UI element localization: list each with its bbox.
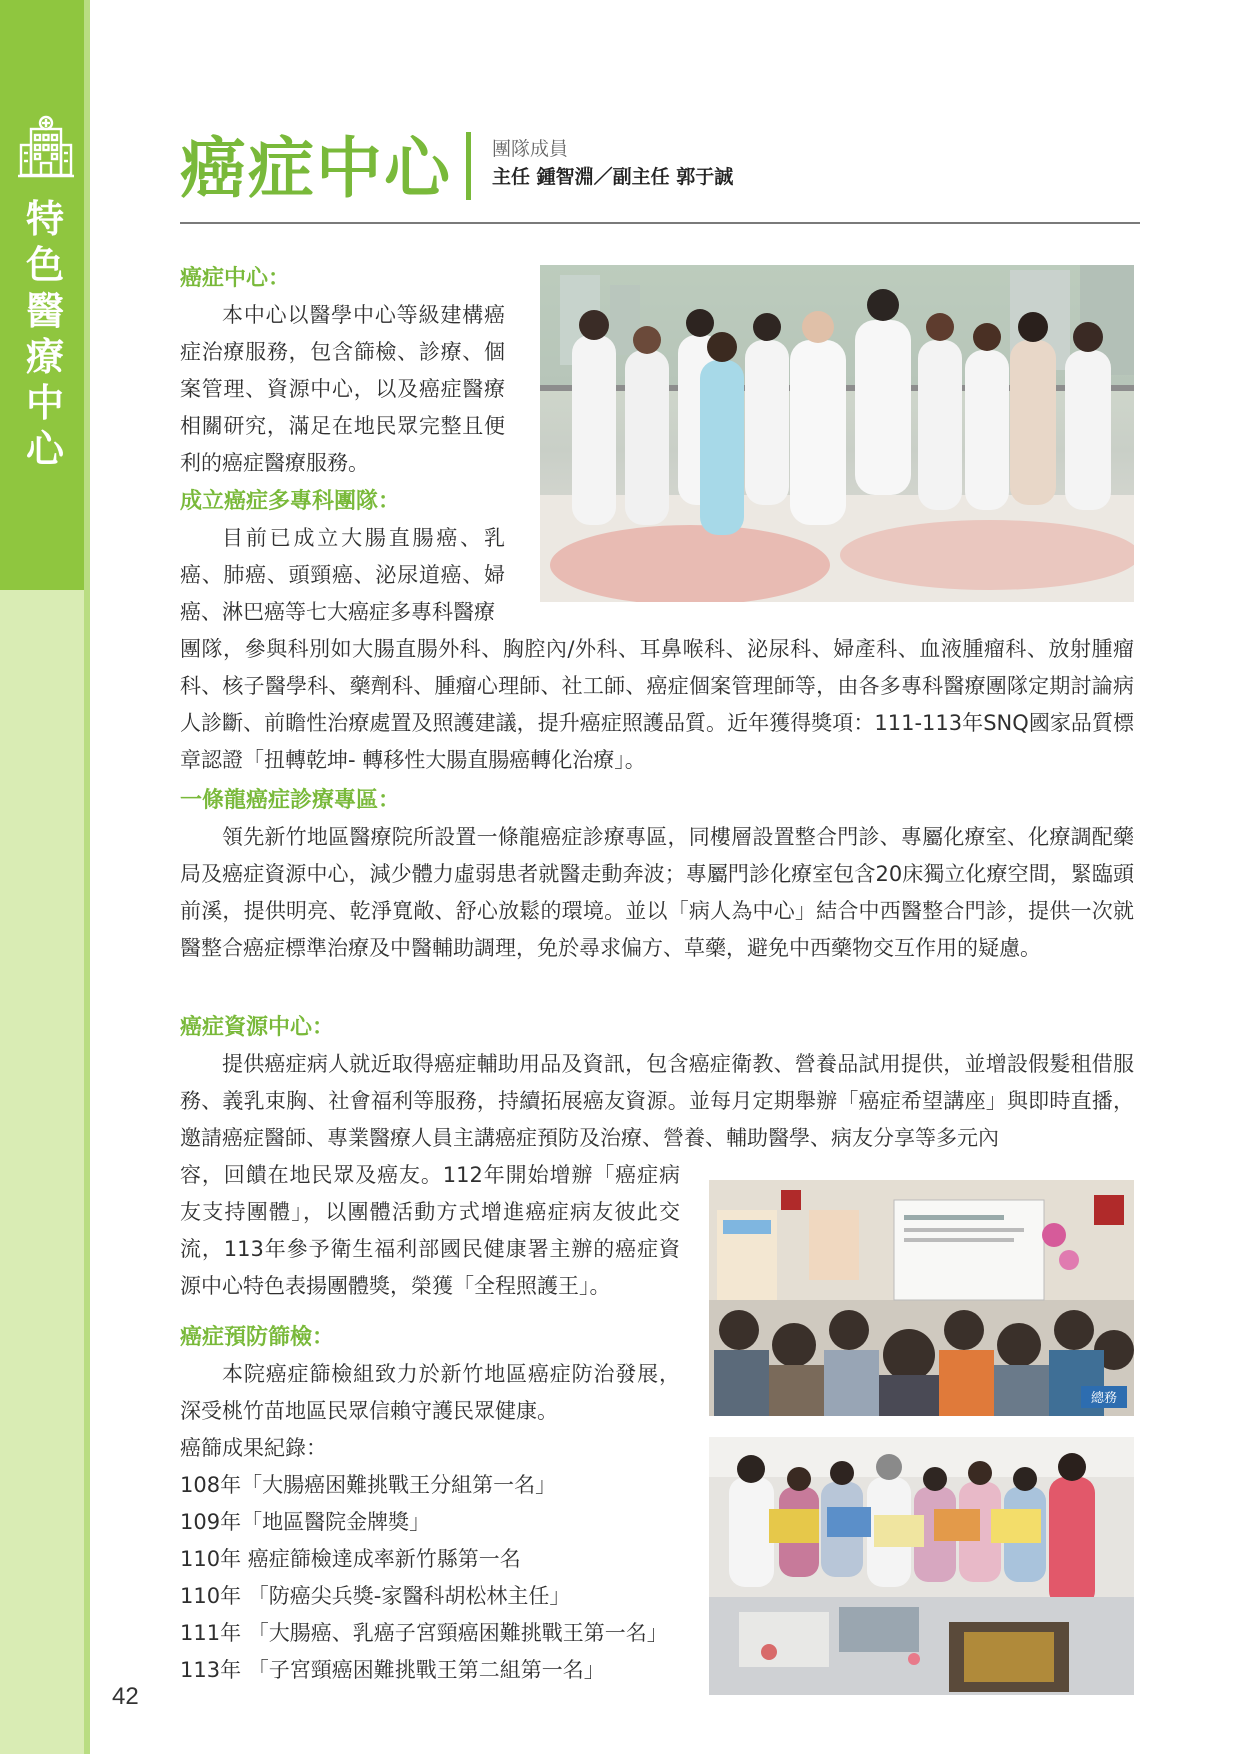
screening-records-title: 癌篩成果紀錄： (180, 1436, 327, 1460)
team-group-photo (540, 265, 1134, 602)
page-title: 癌症中心 (180, 129, 452, 207)
category-char: 特 (25, 197, 64, 241)
screening-record-item: 113年 「子宮頸癌困難挑戰王第二組第一名」 (180, 1658, 605, 1682)
category-char: 心 (25, 427, 64, 471)
side-band-diagonal (0, 530, 90, 590)
section-heading-multidisciplinary-team: 成立癌症多專科團隊： (180, 489, 401, 514)
section-body-cancer-center: 本中心以醫學中心等級建構癌症治療服務，包含篩檢、診療、個案管理、資源中心，以及癌症醫療相關研究，滿足在地民眾完整且便利的癌症醫療服務。 (180, 303, 505, 475)
support-group-photo (709, 1437, 1134, 1695)
screening-record-item: 111年 「大腸癌、乳癌子宮頸癌困難挑戰王第一名」 (180, 1621, 668, 1645)
category-char: 中 (25, 381, 64, 425)
team-members: 主任 鍾智淵／副主任 郭于誠 (492, 166, 734, 188)
section-body-screening: 本院癌症篩檢組致力於新竹地區癌症防治發展，深受桃竹苗地區民眾信賴守護民眾健康。 (180, 1362, 680, 1423)
screening-record-item: 109年「地區醫院金牌獎」 (180, 1510, 431, 1534)
category-char: 色 (25, 243, 64, 287)
section-heading-cancer-center: 癌症中心： (180, 266, 291, 291)
side-band (0, 0, 90, 1754)
team-label: 團隊成員 (492, 138, 569, 160)
section-body-one-stop: 領先新竹地區醫療院所設置一條龍癌症診療專區，同樓層設置整合門診、專屬化療室、化療調配藥局及癌症資源中心，減少體力虛弱患者就醫走動奔波；專屬門診化療室包含20床獨立化療空間，緊臨頭前溪，提供明亮、乾淨寬敞、舒心放鬆的環境。並以「病人為中心」結合中西醫整合門診，提供一次就醫整合癌症標準治療及中醫輔助調理，免於尋求偏方、草藥，避免中西藥物交互作用的疑慮。 (180, 825, 1134, 960)
screening-record-item: 110年 癌症篩檢達成率新竹縣第一名 (180, 1547, 521, 1571)
section-body-team-part1: 目前已成立大腸直腸癌、乳癌、肺癌、頭頸癌、泌尿道癌、婦癌、淋巴癌等七大癌症多專科醫療 (180, 526, 505, 624)
page-number: 42 (112, 1683, 139, 1710)
section-heading-screening: 癌症預防篩檢： (180, 1325, 335, 1350)
lecture-tag-text: 總務 (1090, 1391, 1118, 1406)
header-rule (180, 222, 1140, 224)
category-char: 醫 (25, 289, 64, 333)
section-body-resource-part1: 提供癌症病人就近取得癌症輔助用品及資訊，包含癌症衛教、營養品試用提供，並增設假髮租借服務、義乳束胸、社會福利等服務，持續拓展癌友資源。並每月定期舉辦「癌症希望講座」與即時直播，邀請癌症醫師、專業醫療人員主講癌症預防及治療、營養、輔助醫學、病友分享等多元內 (180, 1052, 1134, 1150)
lecture-event-photo (709, 1180, 1134, 1416)
section-body-resource-part2: 容，回饋在地民眾及癌友。112年開始增辦「癌症病友支持團體」，以團體活動方式增進癌症病友彼此交流，113年參予衛生福利部國民健康署主辦的癌症資源中心特色表揚團體獎，榮獲「全程照護王」。 (180, 1163, 680, 1298)
category-title (0, 196, 90, 472)
section-body-team-part2: 團隊，參與科別如大腸直腸外科、胸腔內/外科、耳鼻喉科、泌尿科、婦產科、血液腫瘤科、放射腫瘤科、核子醫學科、藥劑科、腫瘤心理師、社工師、癌症個案管理師等，由各多專科醫療團隊定期討論病人診斷、前瞻性治療處置及照護建議，提升癌症照護品質。近年獲得獎項：111-113年SNQ國家品質標章認證「扭轉乾坤- 轉移性大腸直腸癌轉化治療」。 (180, 637, 1134, 772)
hospital-building-icon (18, 115, 74, 179)
category-char: 療 (25, 335, 64, 379)
section-heading-one-stop: 一條龍癌症診療專區： (180, 788, 401, 813)
screening-record-item: 108年「大腸癌困難挑戰王分組第一名」 (180, 1473, 557, 1497)
screening-record-item: 110年 「防癌尖兵獎-家醫科胡松林主任」 (180, 1584, 571, 1608)
title-divider (466, 132, 471, 200)
section-heading-resource-center: 癌症資源中心： (180, 1015, 335, 1040)
